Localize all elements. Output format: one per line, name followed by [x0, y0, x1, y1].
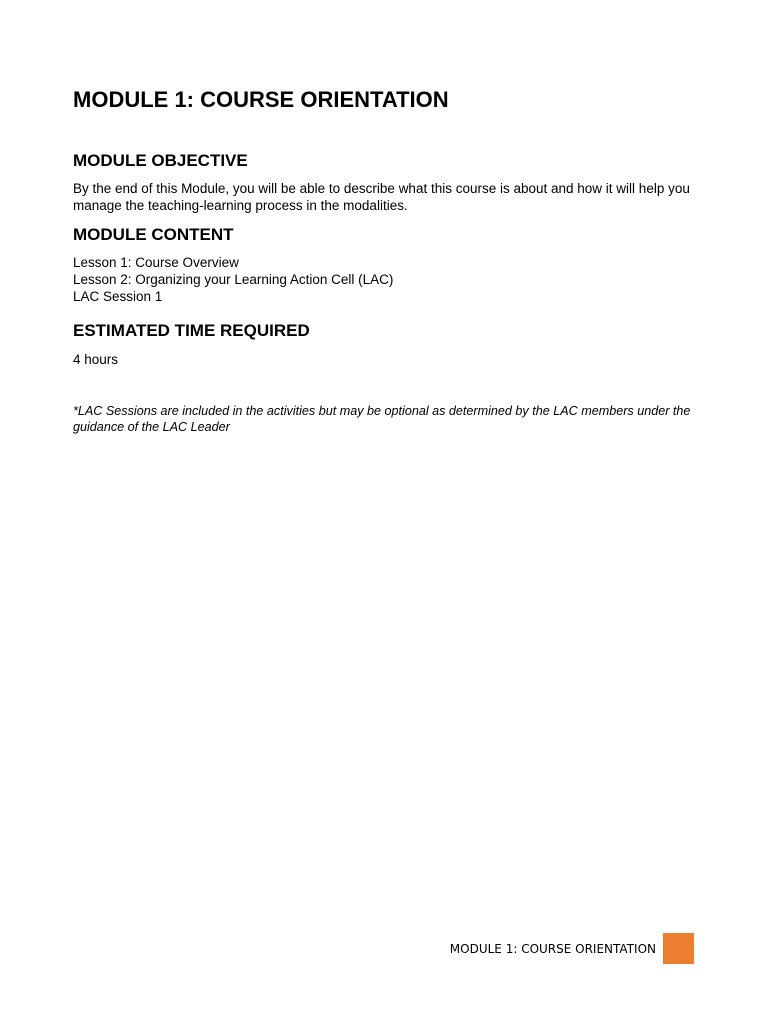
content-item-lesson-1: Lesson 1: Course Overview	[73, 255, 239, 270]
content-item-lesson-2: Lesson 2: Organizing your Learning Action Cell (LAC)	[73, 272, 394, 287]
time-heading: ESTIMATED TIME REQUIRED	[73, 321, 310, 340]
footer-label: MODULE 1: COURSE ORIENTATION	[449, 941, 656, 956]
objective-heading: MODULE OBJECTIVE	[73, 151, 248, 170]
time-value: 4 hours	[73, 352, 119, 367]
content-heading: MODULE CONTENT	[73, 225, 234, 244]
page-title: MODULE 1: COURSE ORIENTATION	[73, 87, 449, 112]
page-footer	[450, 933, 694, 964]
footer-accent-square	[663, 933, 694, 964]
content-list	[73, 254, 703, 305]
content-item-lac-session: LAC Session 1	[73, 289, 163, 304]
objective-text: By the end of this Module, you will be able to describe what this course is about and how it will help you manage the teaching-learning process in the modalities.	[73, 181, 690, 213]
lac-note: *LAC Sessions are included in the activities but may be optional as determined by the LAC members under the guidance of the LAC Leader	[73, 404, 691, 434]
